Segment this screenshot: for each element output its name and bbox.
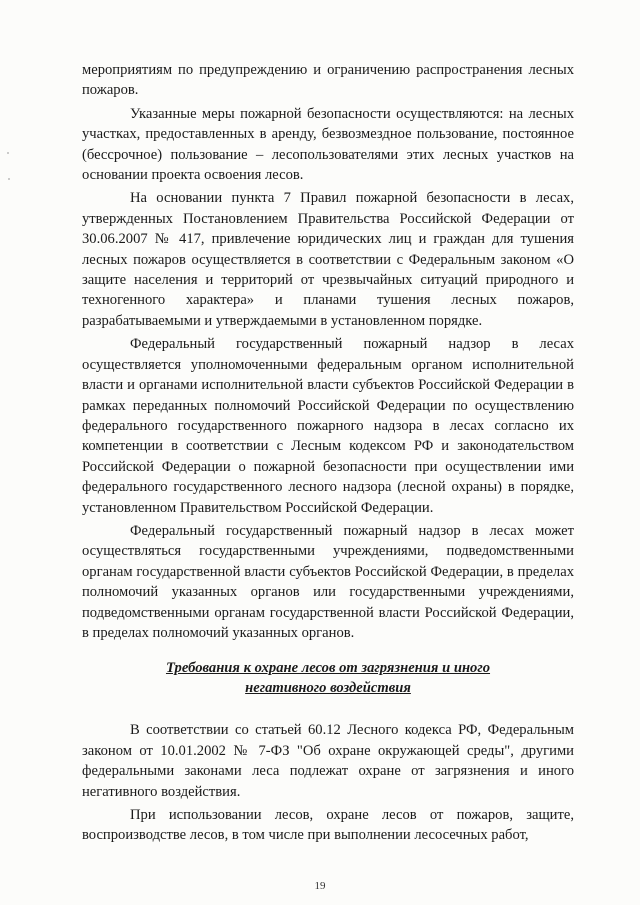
page-number: 19 [314, 880, 326, 892]
paragraph-fire-rules: На основании пункта 7 Правил пожарной безопасности в лесах, утвержденных Постановлением Правительства Российской Федерации от 30.06.2007 № 417, привлечение юридических лиц и граждан для тушения лесных пожаров осуществляется в соответствии с Федеральным законом «О защите населения и территорий от чрезвычайных ситуаций природного и техногенного характера» и планами тушения лесных пожаров, разрабатываемыми и утверждаемыми в установленном порядке. [82, 190, 574, 329]
paragraph-fire-supervision: Федеральный государственный пожарный надзор в лесах осуществляется уполномоченными федеральным органом исполнительной власти и органами исполнительной власти субъектов Российской Федерации в рамках переданных полномочий Российской Федерации по осуществлению федерального государственного пожарного надзора в лесах согласно их компетенции в соответствии с Лесным кодексом РФ и законодательством Российской Федерации о пожарной безопасности при осуществлении ими федерального государственного лесного надзора (лесной охраны) в порядке, установленном Правительством Российской Федерации. [82, 336, 574, 516]
paragraph-fire-safety-measures: Указанные меры пожарной безопасности осуществляются: на лесных участках, предоставленных в аренду, безвозмездное пользование, постоянное (бессрочное) пользование – лесопользователями этих лесных участков на основании проекта освоения лесов. [82, 105, 574, 184]
paragraph-supervision-institutions: Федеральный государственный пожарный надзор в лесах может осуществляться государственными учреждениями, подведомственными органам государственной власти субъектов Российской Федерации, в пределах полномочий указанных органов или государственными учреждениями, подведомственными органам государственной власти Российской Федерации, в пределах полномочий указанных органов. [82, 522, 574, 641]
section-heading-line-2: негативного воздействия [245, 680, 411, 697]
scan-speck [8, 178, 10, 180]
section-heading-line-1: Требования к охране лесов от загрязнения и иного [165, 660, 491, 677]
paragraph-pollution-protection: В соответствии со статьей 60.12 Лесного кодекса РФ, Федеральным законом от 10.01.2002 № 7-ФЗ "Об охране окружающей среды", другими федеральными законами леса подлежат охране от загрязнения и иного негативного воздействия. [82, 722, 574, 800]
paragraph-continuation: мероприятиям по предупреждению и ограничению распространения лесных пожаров. [82, 62, 574, 99]
section-heading [82, 658, 574, 698]
document-page [82, 60, 574, 846]
paragraph-forest-use: При использовании лесов, охране лесов от пожаров, защите, воспроизводстве лесов, в том числе при выполнении лесосечных работ, [82, 807, 574, 844]
scan-speck [7, 152, 9, 154]
